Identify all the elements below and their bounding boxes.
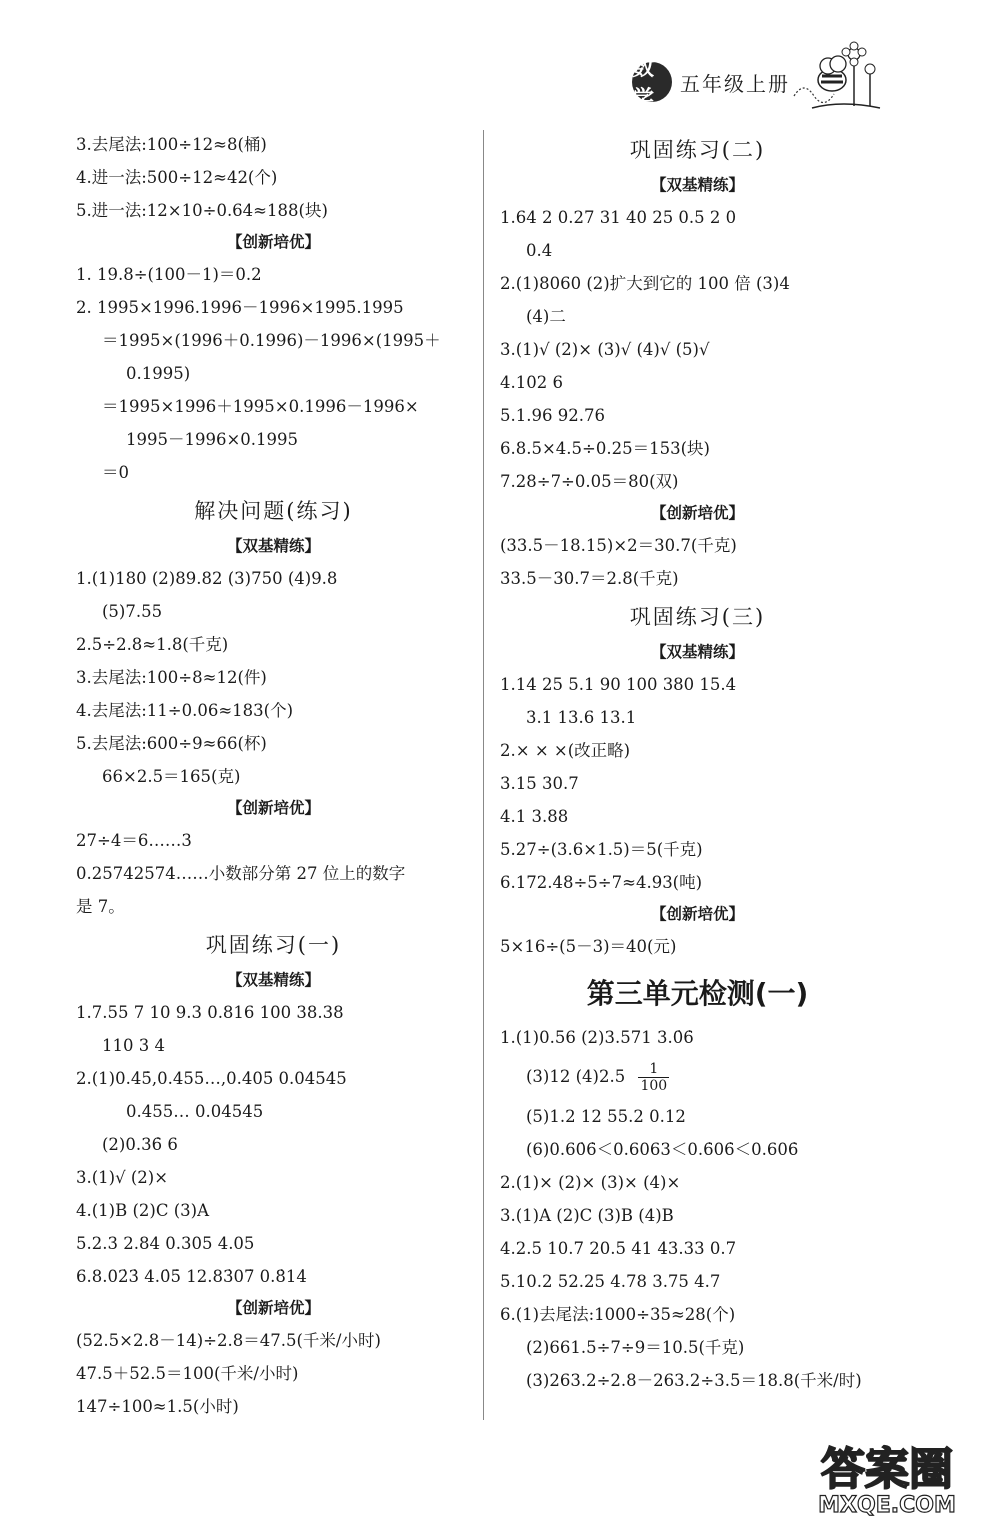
answer-line: 1995－1996×0.1995 [126, 430, 299, 449]
answer-line: 4.进一法:500÷12≈42(个) [76, 168, 278, 187]
answer-line: 5.10.2 52.25 4.78 3.75 4.7 [500, 1272, 721, 1291]
answer-line: ＝1995×1996＋1995×0.1996－1996× [102, 397, 419, 416]
section-title: 巩固练习(二) [629, 138, 766, 162]
answer-line: (33.5－18.15)×2＝30.7(千克) [500, 536, 737, 555]
answer-line: 7.28÷7÷0.05＝80(双) [500, 472, 679, 491]
answer-line: 1.(1)0.56 (2)3.571 3.0̇6̇ [500, 1028, 694, 1047]
answer-line: 是 7。 [76, 897, 125, 916]
answer-line: (5)7.55 [102, 602, 163, 621]
section-subheading: 【创新培优】 [226, 233, 320, 251]
answer-line: 3.去尾法:100÷8≈12(件) [76, 668, 267, 687]
answer-line: 1.(1)180 (2)89.82 (3)750 (4)9.8 [76, 569, 338, 588]
section-subheading: 【创新培优】 [650, 905, 744, 923]
right-column [500, 128, 895, 1397]
answer-line: 2.× × ×(改正略) [500, 741, 631, 760]
answer-line: 6.(1)去尾法:1000÷35≈28(个) [500, 1305, 736, 1324]
answer-line: 4.1 3.88 [500, 807, 569, 826]
answer-line: 2.5÷2.8≈1.8(千克) [76, 635, 229, 654]
answer-line: 4.去尾法:11÷0.06≈183(个) [76, 701, 294, 720]
answer-line: 5.2.3 2.84 0.305 4.05 [76, 1234, 255, 1253]
watermark-top-text: 答案圈 [821, 1444, 953, 1495]
answer-line: 5.进一法:12×10÷0.64≈188(块) [76, 201, 328, 220]
answer-line: (52.5×2.8－14)÷2.8＝47.5(千米/小时) [76, 1331, 381, 1350]
answer-line: 2. 1995×1996.1996－1996×1995.1995 [76, 298, 404, 317]
answer-line: 0.455… 0.04545 [126, 1102, 264, 1121]
section-subheading: 【双基精练】 [650, 176, 744, 194]
column-divider [483, 130, 484, 1420]
answer-line: 3.去尾法:100÷12≈8(桶) [76, 135, 267, 154]
section-title: 解决问题(练习) [194, 499, 353, 523]
answer-line: 3.(1)A (2)C (3)B (4)B [500, 1206, 674, 1225]
answer-line: 4.2.5 10.7 20.5 41 43.33 0.7 [500, 1239, 737, 1258]
section-subheading: 【创新培优】 [226, 799, 320, 817]
fraction-denominator: 100 [640, 1078, 668, 1094]
answer-line: 3.(1)√ (2)× (3)√ (4)√ (5)√ [500, 340, 710, 359]
answer-line: 2.(1)× (2)× (3)× (4)× [500, 1173, 681, 1192]
watermark-bottom-text: MXQE.COM [818, 1493, 956, 1518]
answer-line: 33.5－30.7＝2.8(千克) [500, 569, 679, 588]
answer-line: (2)0.36̇ 6 [102, 1135, 178, 1154]
answer-line: 3.15 30.7 [500, 774, 579, 793]
subject-badge [632, 55, 672, 112]
answer-line: 147÷100≈1.5(小时) [76, 1397, 239, 1416]
answer-line: 0.1995) [126, 364, 191, 383]
section-subheading: 【双基精练】 [226, 971, 320, 989]
bee-flower-icon [792, 36, 882, 116]
section-title: 巩固练习(三) [629, 605, 766, 629]
answer-line: 4.102 6 [500, 373, 563, 392]
section-subheading: 【创新培优】 [226, 1299, 320, 1317]
answer-line: 0.25742574……小数部分第 27 位上的数字 [76, 864, 406, 883]
answer-line: 3.1 13.6 13.1 [526, 708, 637, 727]
subject-label: 数学 [632, 55, 655, 112]
answer-line: 2.(1)8060 (2)扩大到它的 100 倍 (3)4 [500, 274, 790, 293]
answer-line: ＝1995×(1996＋0.1996)－1996×(1995＋ [102, 331, 441, 350]
answer-line: 5.1.96 92.76 [500, 406, 605, 425]
answer-line [500, 1054, 895, 1100]
section-subheading: 【创新培优】 [650, 504, 744, 522]
answer-line: 1.14 25 5.1 90 100 380 15.4 [500, 675, 737, 694]
left-column [76, 128, 471, 1423]
answer-line: 6.172.48÷5÷7≈4.93(吨) [500, 873, 703, 892]
answer-line: 1. 19.8÷(100－1)＝0.2 [76, 265, 262, 284]
answer-line: (5)1.2 12 55.2 0.12 [526, 1107, 686, 1126]
answer-line: (2)661.5÷7÷9＝10.5(千克) [526, 1338, 745, 1357]
section-subheading: 【双基精练】 [226, 537, 320, 555]
answer-line: 27÷4＝6……3 [76, 831, 192, 850]
grade-label: 五年级上册 [680, 71, 790, 96]
answer-text: (3)12 (4)2.5 [526, 1067, 626, 1086]
answer-line: 0.4 [526, 241, 553, 260]
answer-line: 3.(1)√ (2)× [76, 1168, 169, 1187]
unit-test-title: 第三单元检测(一) [586, 977, 809, 1010]
answer-line: 6.8.5×4.5÷0.25＝153(块) [500, 439, 710, 458]
fraction-numerator: 1 [638, 1061, 669, 1078]
answer-line: 5×16÷(5－3)＝40(元) [500, 937, 677, 956]
answer-line: ＝0 [102, 463, 129, 482]
answer-line: 4.(1)B (2)C (3)A [76, 1201, 210, 1220]
answer-line: 1.64 2 0.27 31 40 25 0.5 2 0 [500, 208, 737, 227]
page-header [632, 55, 790, 112]
answer-line: (6)0.60̇6̇＜0.6063＜0.6̇06̇＜0.606̇ [526, 1140, 799, 1159]
answer-line: 47.5＋52.5＝100(千米/小时) [76, 1364, 299, 1383]
answer-line: 2.(1)0.4̇5̇,0.455…,0.4̇05̇ 0.04545 [76, 1069, 347, 1088]
answer-line: 5.去尾法:600÷9≈66(杯) [76, 734, 267, 753]
answer-line: 1.7.55 7 10 9.3 0.816 100 38.38 [76, 1003, 344, 1022]
answer-line: (4)二 [526, 307, 566, 326]
section-title: 巩固练习(一) [205, 933, 342, 957]
answer-line: 110 3 4 [102, 1036, 165, 1055]
fraction [638, 1061, 669, 1094]
answer-line: 5.27÷(3.6×1.5)＝5(千克) [500, 840, 703, 859]
answer-line: 6.8.02̇3̇ 4.0̇5̇ 12.83̇07̇ 0.8̇14̇ [76, 1267, 307, 1286]
section-subheading: 【双基精练】 [650, 643, 744, 661]
watermark-logo [792, 1436, 982, 1518]
answer-line: (3)263.2÷2.8－263.2÷3.5＝18.8(千米/时) [526, 1371, 862, 1390]
answer-line: 66×2.5＝165(克) [102, 767, 241, 786]
